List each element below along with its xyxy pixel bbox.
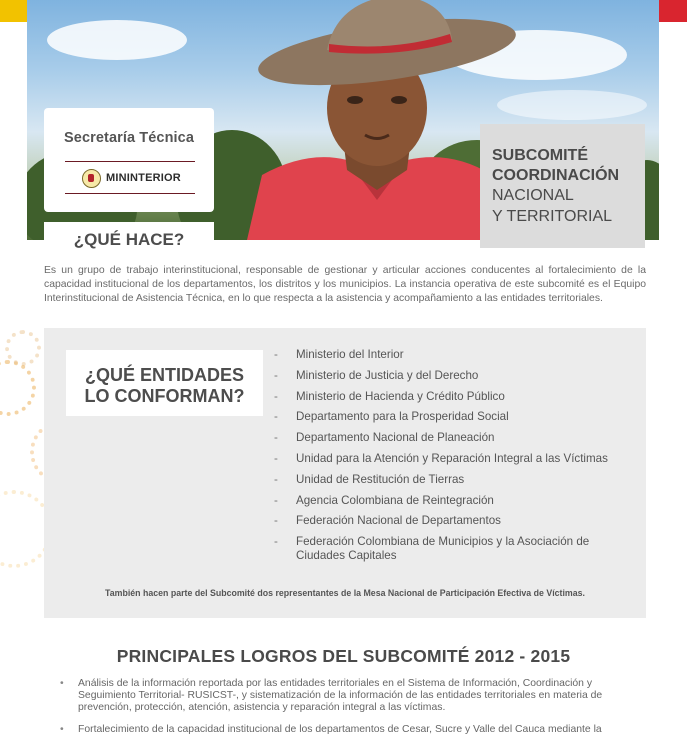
list-item: - Unidad para la Atención y Reparación Integral a las Víctimas (274, 452, 614, 466)
list-item: • Análisis de la información reportada por las entidades territoriales en el Sistema de Información, Coordinación y Seguimiento Territorial- RUSICST-, y sistematización de la información de las entidades territoriales en materia de prevención, protección, atención, asistencia y reparación integral a las víctimas. (60, 678, 620, 714)
list-item: - Agencia Colombiana de Reintegración (274, 494, 614, 508)
cloud (47, 20, 187, 60)
logros-list (60, 678, 620, 746)
cloud (497, 90, 647, 120)
list-item: - Federación Nacional de Departamentos (274, 514, 614, 528)
list-item: - Ministerio de Justicia y del Derecho (274, 369, 614, 383)
coat-of-arms-icon (82, 169, 101, 188)
entidades-panel (44, 328, 646, 618)
farmer-figure (237, 0, 517, 240)
list-item: - Federación Colombiana de Municipios y la Asociación de Ciudades Capitales (274, 535, 614, 563)
list-item: - Departamento para la Prosperidad Social (274, 410, 614, 424)
que-hace-paragraph: Es un grupo de trabajo interinstitucional, responsable de gestionar y articular acciones conducentes al fortalecimiento de la capacidad institucional de los departamentos, los distritos y los municipios. La instancia operativa de este subcomité es el Equipo Interinstitucional de Asistencia Técnica, en lo que respecta a la asistencia y acompañamiento a las entidades territoriales. (44, 265, 646, 304)
subcomite-line: COORDINACIÓN (492, 167, 620, 184)
que-hace-tab (44, 222, 214, 258)
subcomite-line: NACIONAL (492, 187, 574, 204)
yellow-corner-strip (0, 0, 27, 22)
mininterior-logo (82, 167, 181, 189)
secretaria-tecnica-card (44, 108, 214, 212)
section-heading: ¿QUÉ HACE? (73, 230, 185, 249)
entidades-note: También hacen parte del Subcomité dos representantes de la Mesa Nacional de Participación Efectiva de Víctimas. (105, 588, 585, 598)
subcomite-line: SUBCOMITÉ (492, 147, 588, 164)
red-corner-strip (659, 0, 687, 22)
entidades-list (274, 348, 614, 570)
list-item: - Departamento Nacional de Planeación (274, 431, 614, 445)
subcomite-title-card (480, 124, 645, 248)
section-heading: LO CONFORMAN? (84, 386, 245, 406)
divider (65, 193, 195, 194)
gear-decoration-icon (0, 360, 36, 416)
mininterior-logo-text: MININTERIOR (106, 172, 181, 184)
section-heading: ¿QUÉ ENTIDADES (84, 365, 244, 385)
list-item: • Fortalecimiento de la capacidad institucional de los departamentos de Cesar, Sucre y Valle del Cauca mediante la (60, 724, 620, 736)
list-item: - Ministerio de Hacienda y Crédito Público (274, 390, 614, 404)
secretaria-title: Secretaría Técnica (64, 130, 194, 146)
entidades-heading-box (66, 350, 263, 416)
logros-heading: PRINCIPALES LOGROS DEL SUBCOMITÉ 2012 - 2015 (116, 646, 571, 666)
subcomite-line: Y TERRITORIAL (492, 208, 613, 225)
gear-decoration-icon (5, 330, 41, 366)
list-item: - Ministerio del Interior (274, 348, 614, 362)
divider (65, 161, 195, 162)
list-item: - Unidad de Restitución de Tierras (274, 473, 614, 487)
